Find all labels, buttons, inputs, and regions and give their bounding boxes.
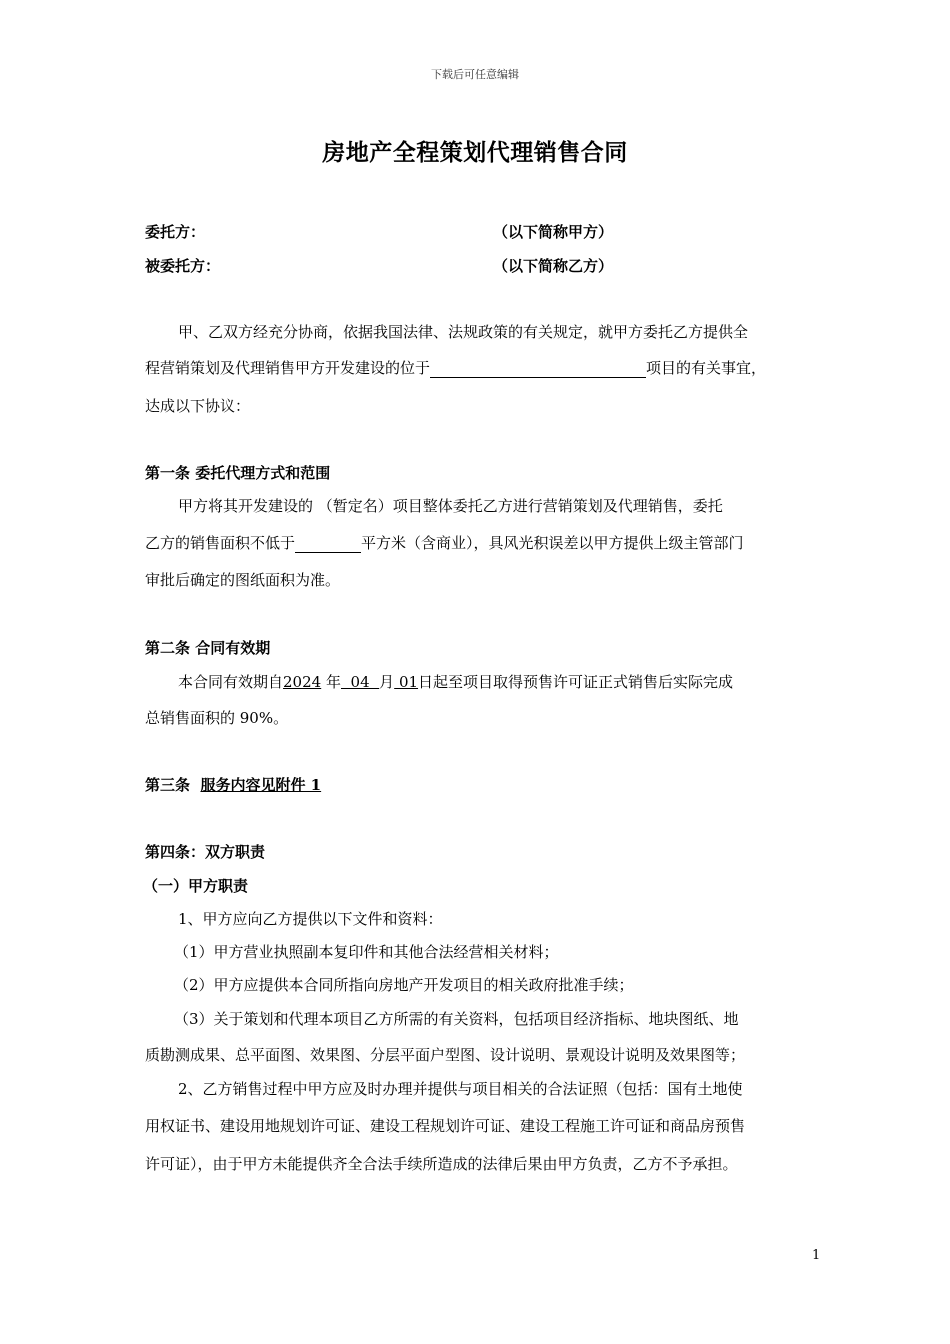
article-1-line-2-start: 乙方的销售面积不低于 [145, 534, 296, 552]
article-4-heading: 第四条：双方职责 [145, 843, 266, 861]
article-1-line-1: 甲方将其开发建设的 （暂定名）项目整体委托乙方进行营销策划及代理销售，委托 [178, 497, 723, 515]
intro-line-2 [145, 358, 766, 378]
article-1-line-3: 审批后确定的图纸面积为准。 [145, 571, 341, 589]
article-3-annex-link: 服务内容见附件 1 [200, 776, 322, 794]
article-2-line-2: 总销售面积的 90%。 [145, 709, 289, 727]
article-4-item-1-3-line-1: （3）关于策划和代理本项目乙方所需的有关资料，包括项目经济指标、地块图纸、地 [174, 1010, 739, 1028]
intro-line-1: 甲、乙双方经充分协商，依据我国法律、法规政策的有关规定，就甲方委托乙方提供全 [178, 323, 749, 341]
agent-label: 被委托方： [145, 257, 221, 275]
month-label: 月 [379, 673, 395, 691]
article-4-item-2-line-1: 2、乙方销售过程中甲方应及时办理并提供与项目相关的合法证照（包括：国有土地使 [178, 1080, 743, 1098]
document-title: 房地产全程策划代理销售合同 [322, 139, 628, 166]
client-label: 委托方： [145, 223, 206, 241]
validity-prefix: 本合同有效期自 [178, 673, 284, 691]
intro-line-2-end: 项目的有关事宜， [646, 359, 767, 377]
intro-line-2-start: 程营销策划及代理销售甲方开发建设的位于 [145, 359, 431, 377]
article-1-line-2 [145, 533, 744, 553]
year-label: 年 [325, 673, 341, 691]
agent-note: （以下简称乙方） [493, 257, 614, 275]
article-4-item-1-2: （2）甲方应提供本合同所指向房地产开发项目的相关政府批准手续； [174, 976, 634, 994]
validity-suffix: 日起至项目取得预售许可证正式销售后实际完成 [418, 673, 734, 691]
validity-day: 01 [394, 673, 419, 691]
article-2-line-1 [178, 672, 733, 692]
article-4-item-1: 1、甲方应向乙方提供以下文件和资料： [178, 910, 443, 928]
area-blank [295, 536, 361, 553]
article-1-line-2-end: 平方米（含商业），具风光积误差以甲方提供上级主管部门 [361, 534, 744, 552]
article-2-heading: 第二条 合同有效期 [145, 639, 271, 657]
location-blank [430, 361, 646, 378]
article-4-item-2-line-2: 用权证书、建设用地规划许可证、建设工程规划许可证、建设工程施工许可证和商品房预售 [145, 1117, 746, 1135]
article-3-heading [145, 775, 321, 795]
article-1-heading: 第一条 委托代理方式和范围 [145, 464, 331, 482]
article-4-item-1-3-line-2: 质勘测成果、总平面图、效果图、分层平面户型图、设计说明、景观设计说明及效果图等； [145, 1046, 746, 1064]
article-3-heading-prefix: 第三条 [145, 776, 201, 794]
client-note: （以下简称甲方） [493, 223, 614, 241]
article-4-sub-heading: （一）甲方职责 [143, 877, 249, 895]
header-note: 下载后可任意编辑 [431, 68, 519, 81]
validity-month: 04 [341, 673, 380, 691]
page-number: 1 [812, 1248, 821, 1263]
article-4-item-2-line-3: 许可证），由于甲方未能提供齐全合法手续所造成的法律后果由甲方负责，乙方不予承担。 [145, 1155, 738, 1173]
article-4-item-1-1: （1）甲方营业执照副本复印件和其他合法经营相关材料； [174, 943, 559, 961]
validity-year: 2024 [283, 673, 322, 691]
intro-line-3: 达成以下协议： [145, 397, 251, 415]
